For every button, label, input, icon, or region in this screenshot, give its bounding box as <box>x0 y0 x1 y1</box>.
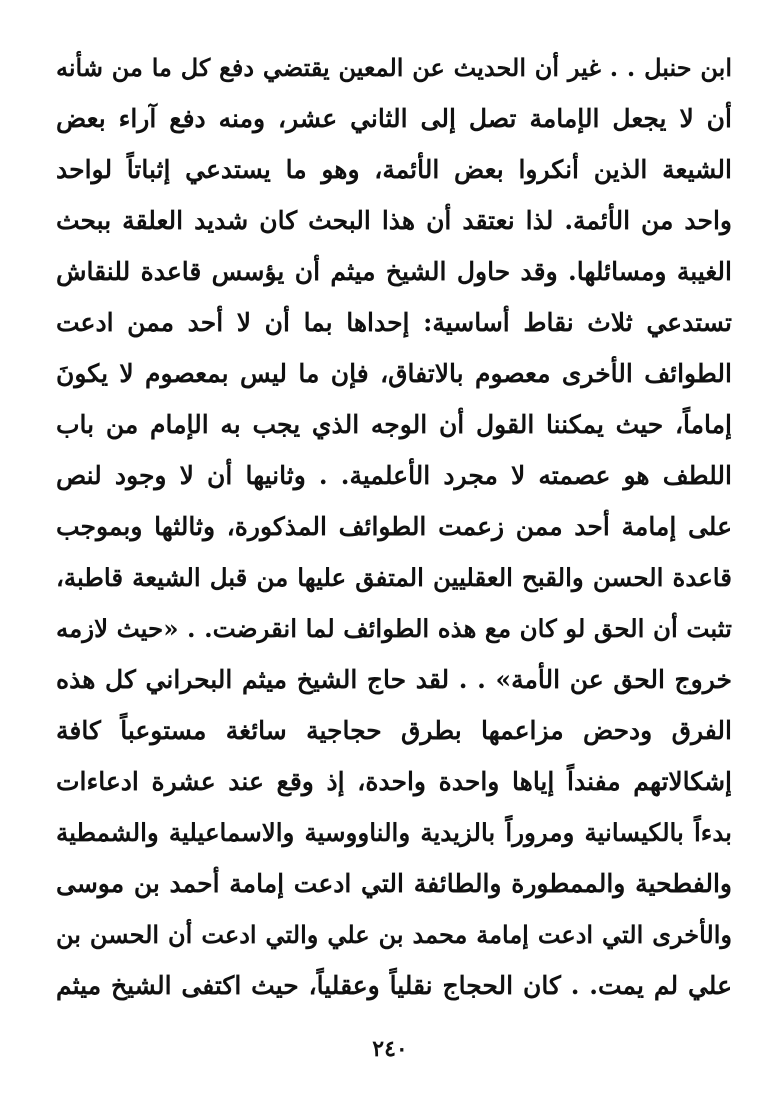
page-number: ٢٤٠ <box>372 1036 408 1062</box>
text-line: اللطف هو عصمته لا مجرد الأعلمية. . وثانيها أن لا وجود لنص <box>56 461 732 490</box>
text-line: الطوائف الأخرى معصوم بالاتفاق، فإن ما ليس بمعصوم لا يكونَ <box>56 359 732 388</box>
text-line: على إمامة أحد ممن زعمت الطوائف المذكورة، وثالثها وبموجب <box>56 512 732 541</box>
text-line: والفطحية والممطورة والطائفة التي ادعت إمامة أحمد بن موسى <box>56 869 732 898</box>
body-text <box>56 42 732 1011</box>
text-line: الفرق ودحض مزاعمها بطرق حجاجية سائغة مستوعباً كافة <box>56 716 732 745</box>
text-line: تستدعي ثلاث نقاط أساسية: إحداها بما أن لا أحد ممن ادعت <box>56 308 732 337</box>
text-line: علي لم يمت. . كان الحجاج نقلياً وعقلياً، حيث اكتفى الشيخ ميثم <box>56 971 732 1000</box>
text-line: خروج الحق عن الأمة» . . لقد حاج الشيخ ميثم البحراني كل هذه <box>56 665 732 694</box>
text-line: إشكالاتهم مفنداً إياها واحدة واحدة، إذ وقع عند عشرة ادعاءات <box>56 767 732 796</box>
text-line: والأخرى التي ادعت إمامة محمد بن علي والتي ادعت أن الحسن بن <box>56 920 732 949</box>
text-line: ابن حنبل . . غير أن الحديث عن المعين يقتضي دفع كل ما من شأنه <box>56 53 732 82</box>
text-line: الغيبة ومسائلها. وقد حاول الشيخ ميثم أن يؤسس قاعدة للنقاش <box>56 257 732 286</box>
text-line: أن لا يجعل الإمامة تصل إلى الثاني عشر، ومنه دفع آراء بعض <box>56 104 732 133</box>
text-line: الشيعة الذين أنكروا بعض الأئمة، وهو ما يستدعي إثباتاً لواحد <box>56 155 732 184</box>
text-line: بدءاً بالكيسانية ومروراً بالزيدية والناووسية والاسماعيلية والشمطية <box>56 818 732 847</box>
text-line: إماماً، حيث يمكننا القول أن الوجه الذي يجب به الإمام من باب <box>56 410 732 439</box>
text-line: واحد من الأئمة. لذا نعتقد أن هذا البحث كان شديد العلقة ببحث <box>56 206 732 235</box>
text-line: تثبت أن الحق لو كان مع هذه الطوائف لما انقرضت. . «حيث لازمه <box>56 614 732 643</box>
text-line: قاعدة الحسن والقبح العقليين المتفق عليها من قبل الشيعة قاطبة، <box>56 563 732 592</box>
